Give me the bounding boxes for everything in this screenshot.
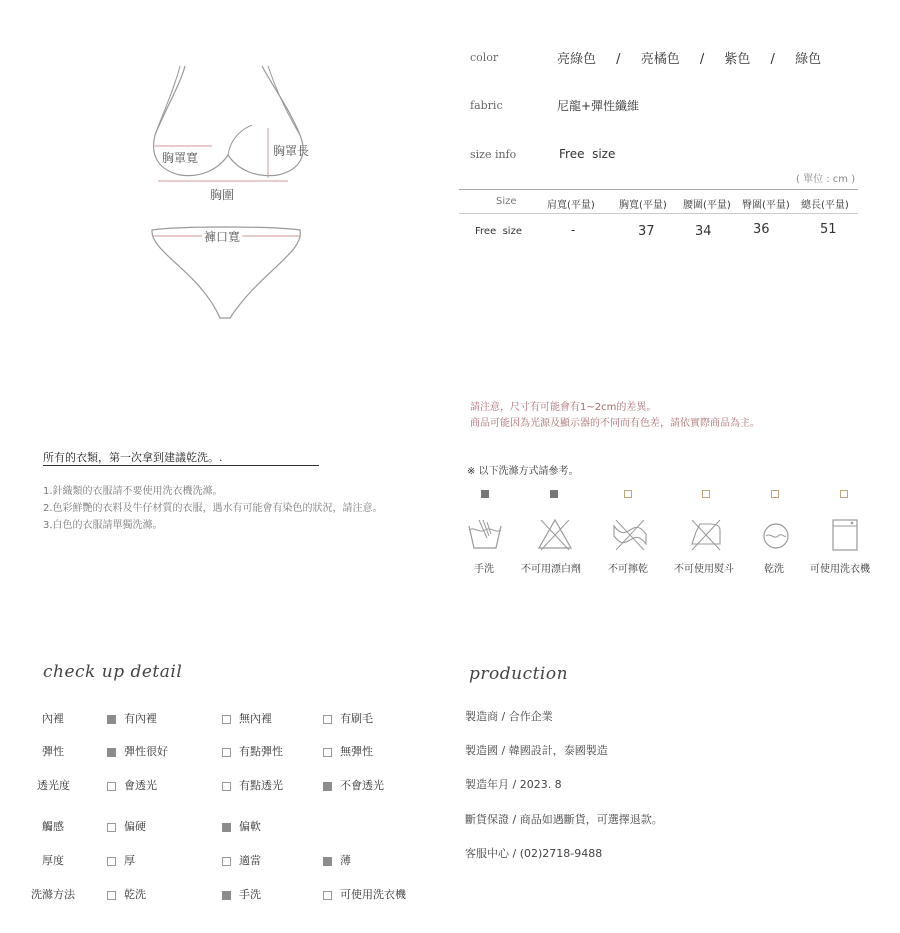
detail-option: 有點彈性 — [222, 743, 283, 759]
detail-row-transparency — [0, 777, 440, 797]
dry-clean-icon — [756, 516, 796, 552]
table-header-hip: 臀圍(平量) — [742, 200, 790, 211]
table-header-border — [459, 213, 858, 214]
table-header-chest: 胸寬(平量) — [619, 200, 667, 211]
table-cell-size: Free size — [475, 226, 522, 237]
size-info-label: size info — [470, 148, 517, 161]
wash-advice-item: 3.白色的衣服請單獨洗滌。 — [43, 520, 163, 531]
detail-option: 手洗 — [222, 886, 261, 902]
care-label-no-wring: 不可擰乾 — [608, 564, 648, 575]
color-1: 亮綠色 — [557, 52, 597, 67]
detail-option: 無內裡 — [222, 710, 272, 726]
production-line: 客服中心 / (02)2718-9488 — [465, 847, 603, 860]
fabric-value: 尼龍+彈性纖維 — [557, 99, 640, 113]
table-cell-waist: 34 — [695, 224, 712, 239]
no-wring-icon — [610, 516, 650, 552]
unit-note: ( 單位 : cm ) — [796, 174, 856, 185]
care-check-no-wring — [624, 490, 632, 498]
checkbox-unchecked — [222, 782, 231, 791]
table-header-waist: 腰圍(平量) — [683, 200, 731, 211]
production-title: production — [469, 664, 569, 684]
production-line: 製造年月 / 2023. 8 — [465, 778, 562, 791]
care-title: ※ 以下洗滌方式請參考。 — [467, 466, 579, 477]
detail-option: 不會透光 — [323, 777, 384, 793]
detail-option: 有刷毛 — [323, 710, 373, 726]
notice-line-1: 請注意，尺寸有可能會有1~2cm的差異。 — [470, 402, 657, 413]
care-label-hand-wash: 手洗 — [474, 564, 494, 575]
detail-label: 內裡 — [42, 712, 64, 725]
detail-row-wash-method — [0, 886, 440, 906]
checkbox-checked — [107, 715, 116, 724]
checkbox-unchecked — [107, 782, 116, 791]
checkbox-unchecked — [107, 891, 116, 900]
production-line: 製造國 / 韓國設計，泰國製造 — [465, 744, 608, 757]
hand-wash-icon — [465, 516, 505, 552]
care-label-no-bleach: 不可用漂白劑 — [521, 564, 581, 575]
detail-label: 觸感 — [42, 820, 64, 833]
care-check-hand-wash — [481, 490, 489, 498]
table-cell-hip: 36 — [753, 222, 770, 237]
brief-opening-label: 褲口寬 — [204, 230, 241, 244]
checkbox-unchecked — [222, 748, 231, 757]
cup-width-label: 胸罩寬 — [162, 151, 199, 165]
color-separator: / — [699, 52, 705, 67]
checkbox-checked — [222, 891, 231, 900]
garment-diagram — [140, 60, 320, 330]
table-top-border — [459, 189, 858, 190]
care-label-no-iron: 不可使用熨斗 — [674, 564, 734, 575]
no-bleach-icon — [535, 516, 575, 552]
wash-advice-title: 所有的衣類，第一次拿到建議乾洗。. — [43, 451, 223, 464]
color-label: color — [470, 51, 499, 64]
underbust-label: 胸圍 — [210, 188, 235, 202]
table-cell-length: 51 — [820, 222, 837, 237]
detail-option: 偏硬 — [107, 818, 146, 834]
bra-outline-icon — [140, 60, 320, 200]
checkbox-unchecked — [222, 857, 231, 866]
checkbox-unchecked — [222, 715, 231, 724]
checkbox-unchecked — [323, 748, 332, 757]
detail-row-lining — [0, 710, 440, 730]
table-header-shoulder: 肩寬(平量) — [547, 200, 595, 211]
detail-option: 薄 — [323, 852, 351, 868]
production-line: 斷貨保證 / 商品如遇斷貨，可選擇退款。 — [465, 813, 663, 826]
care-check-no-iron — [702, 490, 710, 498]
notice-line-2: 商品可能因為光源及顯示器的不同而有色差，請依實際商品為主。 — [470, 418, 760, 429]
checkbox-checked — [323, 782, 332, 791]
color-separator: / — [616, 52, 621, 67]
checkbox-unchecked — [107, 857, 116, 866]
color-separator: / — [770, 52, 775, 67]
care-check-no-bleach — [550, 490, 558, 498]
table-cell-chest: 37 — [638, 224, 655, 239]
color-list — [557, 48, 821, 67]
detail-option: 會透光 — [107, 777, 157, 793]
detail-row-thickness — [0, 852, 440, 872]
care-check-machine-wash — [840, 490, 848, 498]
detail-label: 透光度 — [37, 779, 70, 792]
checkbox-unchecked — [323, 715, 332, 724]
checkbox-checked — [222, 823, 231, 832]
detail-row-elasticity — [0, 743, 440, 763]
care-label-dry-clean: 乾洗 — [764, 564, 784, 575]
detail-label: 厚度 — [42, 854, 64, 867]
detail-option: 厚 — [107, 852, 135, 868]
cup-length-label: 胸罩長 — [273, 144, 310, 158]
detail-option: 彈性很好 — [107, 743, 168, 759]
wash-advice-underline — [43, 465, 319, 466]
size-info-value: Free size — [559, 147, 616, 161]
color-4: 綠色 — [795, 52, 822, 67]
detail-option: 乾洗 — [107, 886, 146, 902]
detail-row-texture — [0, 818, 440, 838]
detail-option: 偏軟 — [222, 818, 261, 834]
production-line: 製造商 / 合作企業 — [465, 710, 553, 723]
checkbox-checked — [323, 857, 332, 866]
detail-option: 適當 — [222, 852, 261, 868]
wash-advice-item: 2.色彩鮮艷的衣料及牛仔材質的衣服，遇水有可能會有染色的狀況，請注意。 — [43, 503, 383, 514]
no-iron-icon — [686, 516, 726, 552]
detail-label: 彈性 — [42, 745, 64, 758]
checkbox-unchecked — [323, 891, 332, 900]
checkbox-unchecked — [107, 823, 116, 832]
detail-option: 有點透光 — [222, 777, 283, 793]
wash-advice-item: 1.針織類的衣服請不要使用洗衣機洗滌。 — [43, 486, 223, 497]
care-check-dry-clean — [771, 490, 779, 498]
size-table — [459, 189, 858, 249]
table-cell-shoulder: - — [571, 223, 576, 237]
detail-label: 洗滌方法 — [31, 888, 75, 901]
fabric-label: fabric — [470, 99, 503, 112]
machine-wash-icon — [825, 516, 865, 552]
detail-option: 有內裡 — [107, 710, 157, 726]
detail-option: 可使用洗衣機 — [323, 886, 406, 902]
color-2: 亮橘色 — [640, 52, 680, 67]
checkbox-checked — [107, 748, 116, 757]
table-header-length: 總長(平量) — [801, 200, 849, 211]
table-header-size: Size — [496, 196, 517, 207]
detail-option: 無彈性 — [323, 743, 373, 759]
care-label-machine-wash: 可使用洗衣機 — [810, 564, 870, 575]
check-detail-title: check up detail — [43, 662, 183, 682]
color-3: 紫色 — [724, 52, 751, 67]
